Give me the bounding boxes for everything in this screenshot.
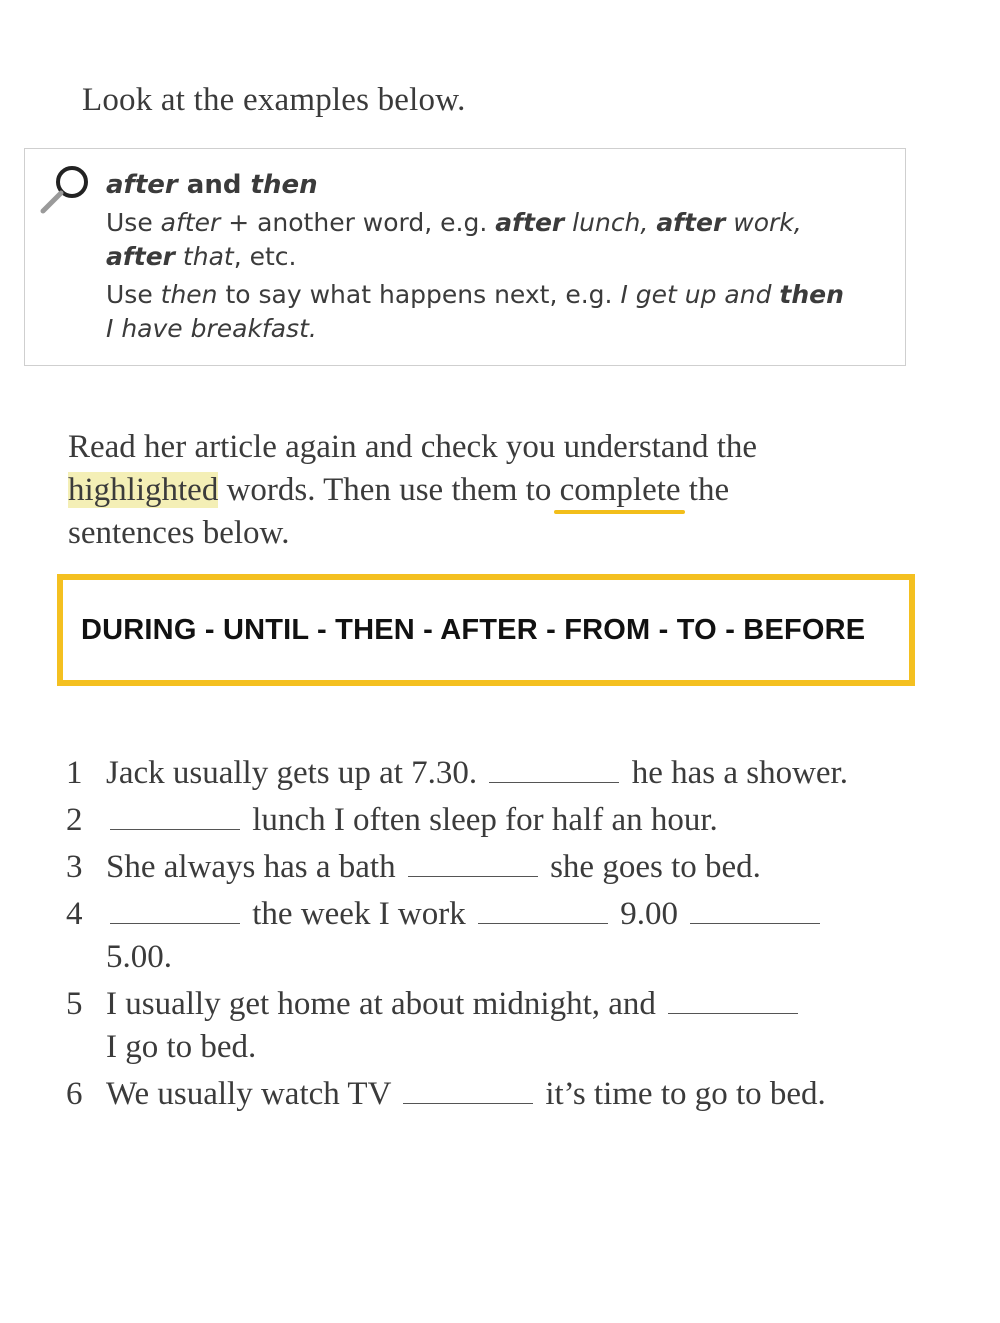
blank-field[interactable] (110, 803, 240, 830)
blank-field[interactable] (478, 897, 608, 924)
tip-text (106, 168, 906, 346)
sentence-3: 3 She always has a bath she goes to bed. (66, 846, 926, 889)
sentence-number: 3 (66, 849, 83, 885)
word-bank-box (57, 574, 915, 686)
instructions: Read her article again and check you understand the highlighted words. Then use them to complete the sentences below. (68, 429, 758, 551)
highlighted-word: highlighted (68, 472, 219, 508)
sentence-number: 1 (66, 755, 83, 791)
tip-after-rule: Use after + another word, e.g. after lunch, after work, after that, etc. (106, 208, 802, 271)
blank-field[interactable] (668, 987, 798, 1014)
sentence-number: 4 (66, 896, 83, 932)
sentence-list (66, 752, 926, 1120)
blank-field[interactable] (489, 756, 619, 783)
sentence-number: 6 (66, 1076, 83, 1112)
blank-field[interactable] (403, 1077, 533, 1104)
sentence-6: 6 We usually watch TV it’s time to go to bed. (66, 1073, 926, 1116)
underlined-word: complete (560, 469, 681, 512)
magnifier-icon (36, 160, 96, 220)
word-bank-text: DURING - UNTIL - THEN - AFTER - FROM - TO - BEFORE (81, 613, 866, 646)
tip-title: after and then (106, 170, 318, 200)
blank-field[interactable] (690, 897, 820, 924)
intro-text: Look at the examples below. (82, 82, 466, 118)
sentence-number: 2 (66, 802, 83, 838)
sentence-2: 2 lunch I often sleep for half an hour. (66, 799, 926, 842)
sentence-5: 5 I usually get home at about midnight, and I go to bed. (66, 983, 926, 1069)
sentence-4: 4 the week I work 9.00 5.00. (66, 893, 926, 979)
sentence-1: 1 Jack usually gets up at 7.30. he has a shower. (66, 752, 926, 795)
blank-field[interactable] (110, 897, 240, 924)
blank-field[interactable] (408, 850, 538, 877)
sentence-number: 5 (66, 986, 83, 1022)
tip-then-rule: Use then to say what happens next, e.g. I get up and then I have breakfast. (106, 280, 844, 343)
